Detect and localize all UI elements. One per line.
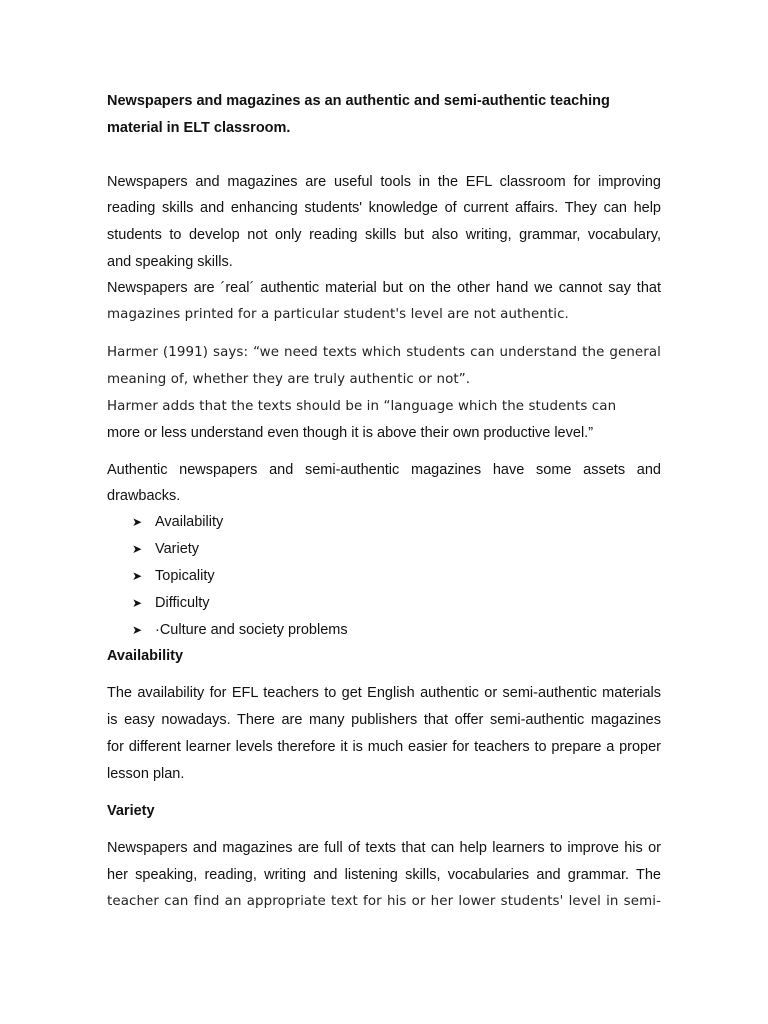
intro-line-3: students to develop not only reading skills but also writing, grammar, vocabulary, [107, 227, 661, 243]
real-line-1: Newspapers are ´real´ authentic material but on the other hand we cannot say that [107, 280, 661, 296]
document-title-line-1: Newspapers and magazines as an authentic and semi-authentic teaching [107, 93, 610, 109]
real-line-2: magazines printed for a particular student's level are not authentic. [107, 307, 569, 322]
arrow-right-icon: ➤ [132, 623, 143, 637]
bullet-label: Variety [155, 541, 200, 557]
harmer-line-3: Harmer adds that the texts should be in “language which the students can [107, 399, 617, 414]
harmer-line-4: more or less understand even though it is above their own productive level.” [107, 425, 594, 441]
availability-line-3: for different learner levels therefore it is much easier for teachers to prepare a proper [107, 739, 661, 755]
assets-line-1: Authentic newspapers and semi-authentic magazines have some assets and [107, 462, 661, 478]
harmer-line-1: Harmer (1991) says: “we need texts which students can understand the general [107, 345, 661, 360]
harmer-line-2: meaning of, whether they are truly authentic or not”. [107, 372, 471, 387]
variety-line-1: Newspapers and magazines are full of texts that can help learners to improve his or [107, 840, 661, 856]
variety-line-2: her speaking, reading, writing and listening skills, vocabularies and grammar. The [107, 867, 661, 883]
availability-line-4: lesson plan. [107, 766, 185, 782]
arrow-right-icon: ➤ [132, 515, 143, 529]
availability-line-2: is easy nowadays. There are many publishers that offer semi-authentic magazines [107, 712, 661, 728]
intro-line-2: reading skills and enhancing students' knowledge of current affairs. They can help [107, 200, 661, 216]
bullet-item [132, 593, 210, 613]
variety-line-3: teacher can find an appropriate text for his or her lower students' level in semi- [107, 894, 661, 909]
bullet-label: Topicality [155, 568, 215, 584]
bullet-label: Availability [155, 514, 224, 530]
document-title-line-2: material in ELT classroom. [107, 120, 291, 136]
assets-line-2: drawbacks. [107, 488, 181, 504]
availability-line-1: The availability for EFL teachers to get English authentic or semi-authentic materials [107, 685, 661, 701]
availability-heading: Availability [107, 648, 184, 664]
arrow-right-icon: ➤ [132, 542, 143, 556]
bullet-item [132, 566, 215, 586]
bullet-item [132, 620, 348, 640]
bullet-item [132, 512, 223, 532]
arrow-right-icon: ➤ [132, 596, 143, 610]
bullet-item [132, 539, 199, 559]
bullet-label: Difficulty [155, 595, 210, 611]
intro-line-4: and speaking skills. [107, 254, 233, 270]
intro-line-1: Newspapers and magazines are useful tools in the EFL classroom for improving [107, 174, 661, 190]
bullet-label: ·Culture and society problems [155, 622, 348, 638]
variety-heading: Variety [107, 803, 155, 819]
arrow-right-icon: ➤ [132, 569, 143, 583]
